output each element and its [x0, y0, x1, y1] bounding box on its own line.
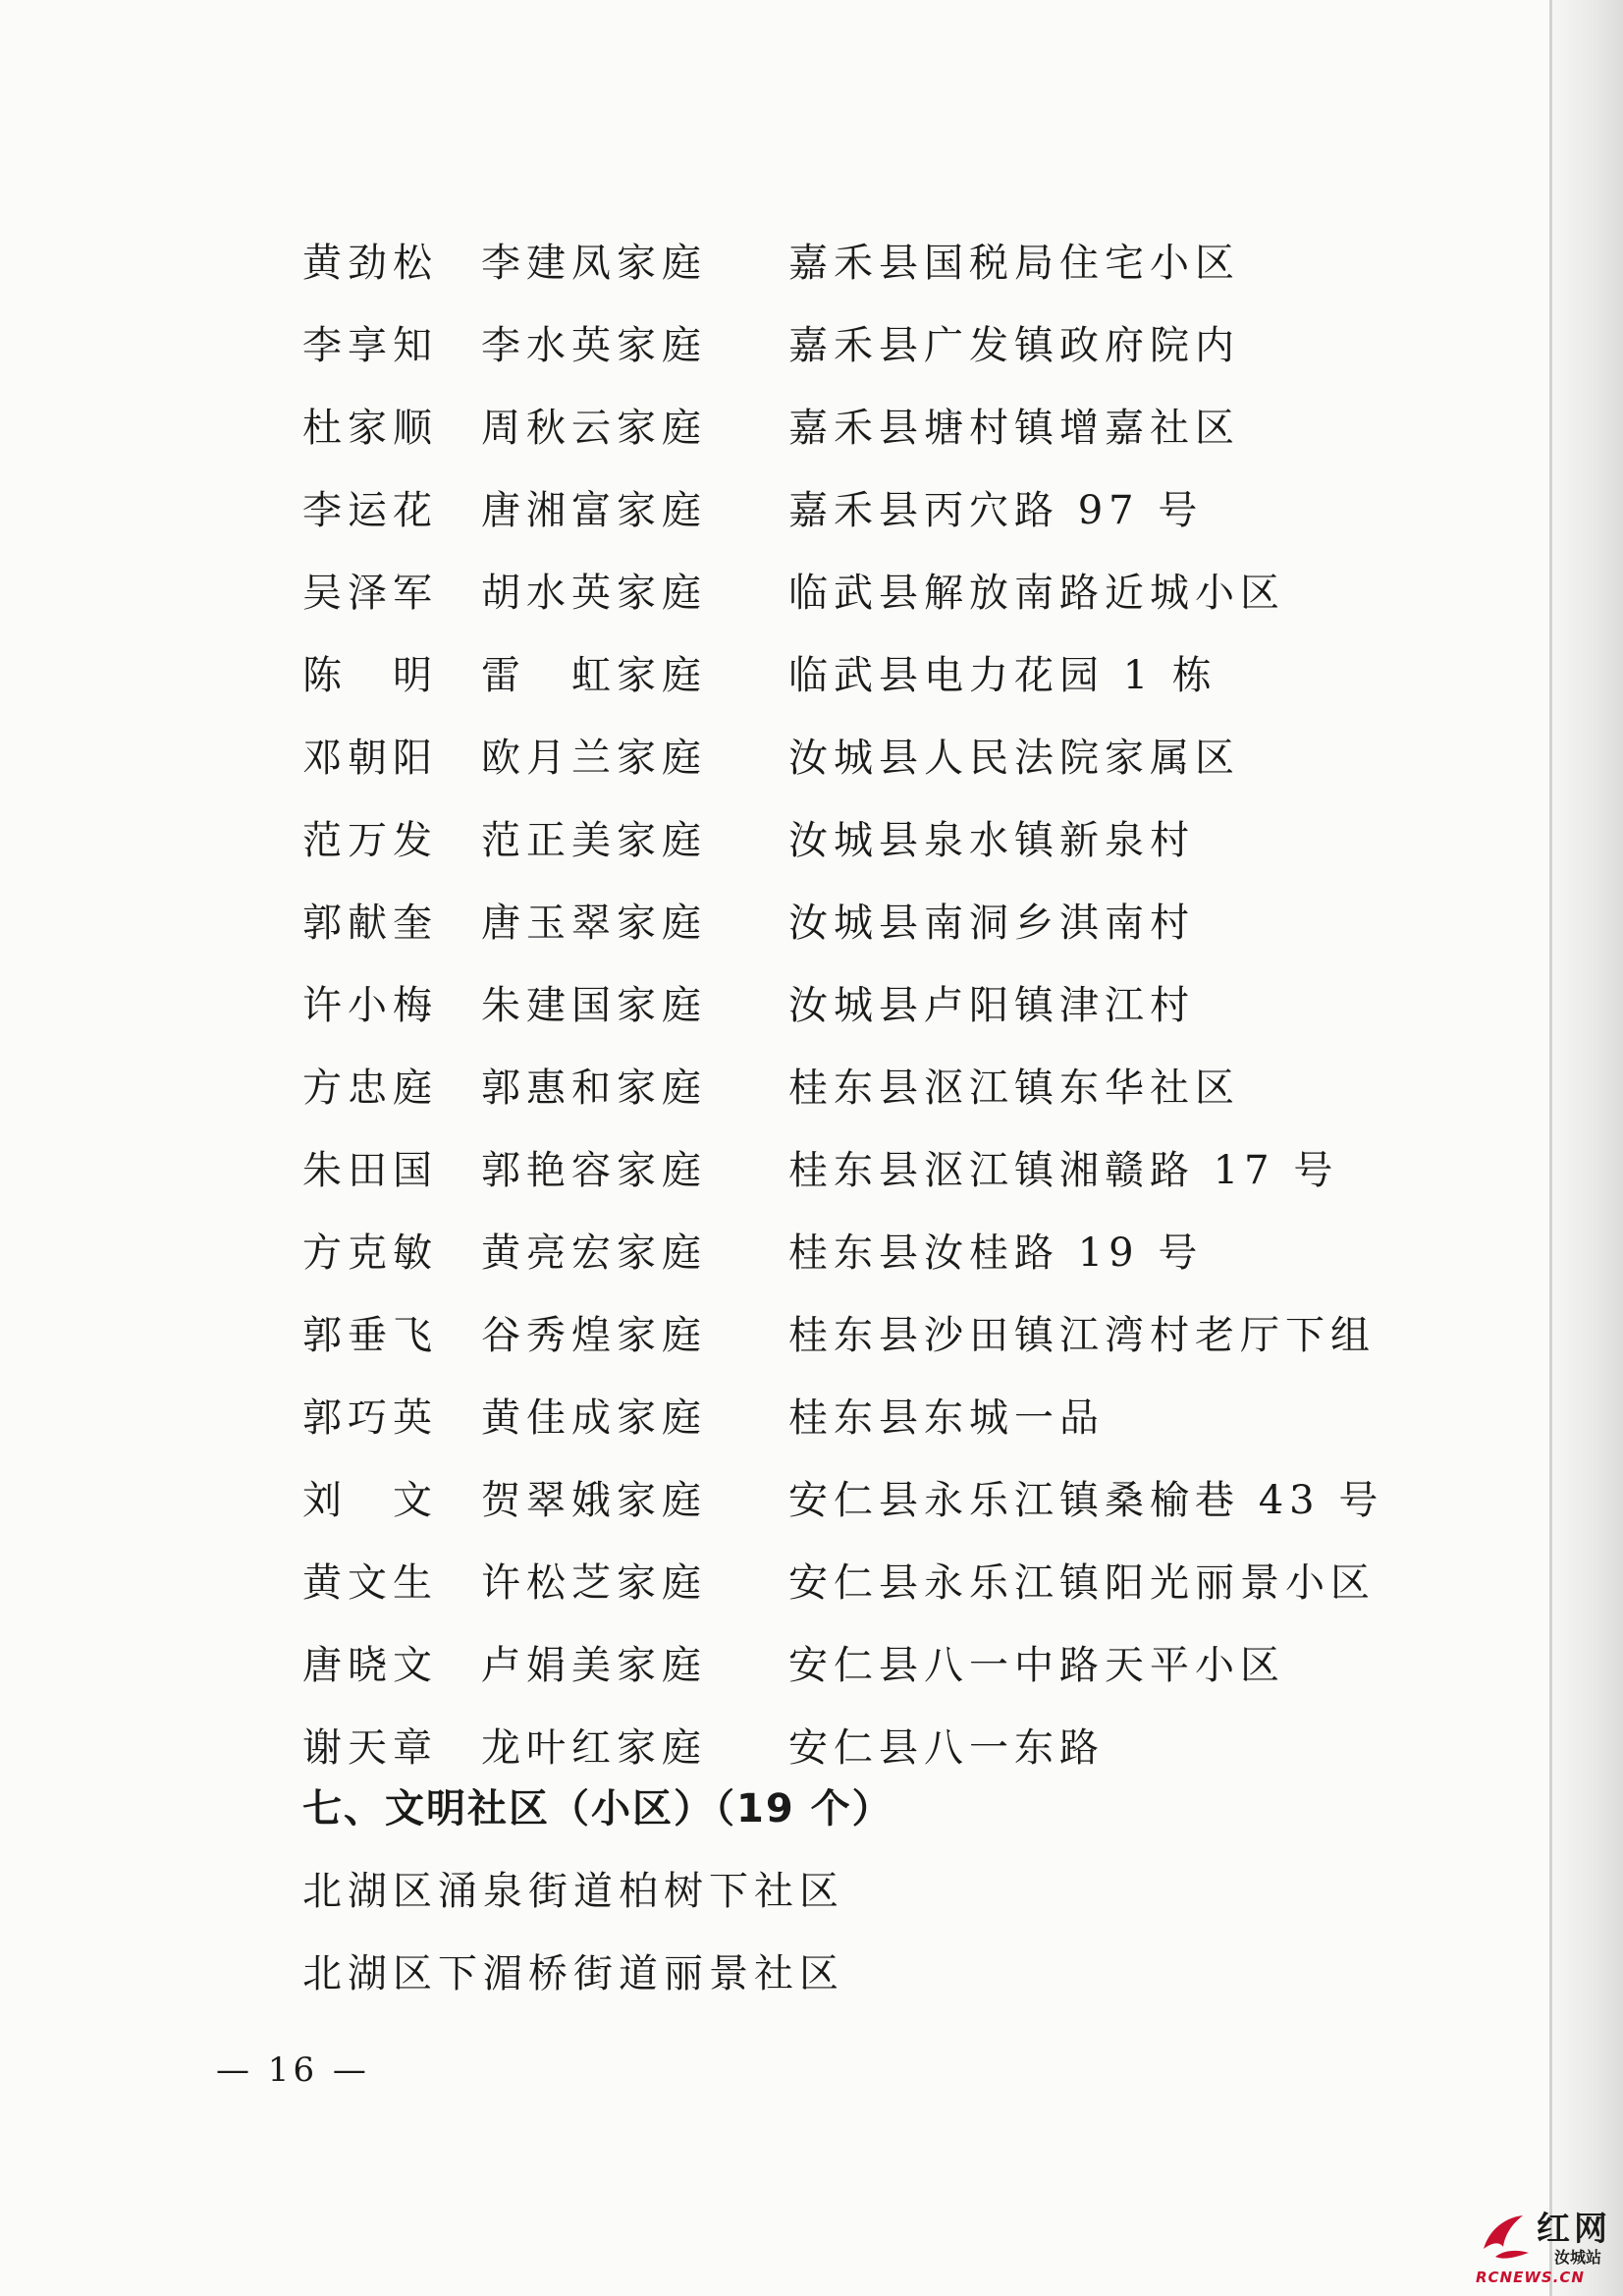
- family-name: 唐湘富家庭: [481, 488, 707, 533]
- address: 桂东县汝桂路 19 号: [788, 1230, 1204, 1276]
- list-item: [302, 717, 1481, 799]
- list-item: [302, 304, 1481, 387]
- address: 嘉禾县丙穴路 97 号: [788, 488, 1204, 533]
- list-item: [302, 1047, 1481, 1129]
- person-name: 陈 明: [302, 653, 438, 698]
- family-name: 欧月兰家庭: [481, 736, 707, 781]
- person-name: 朱田国: [302, 1148, 438, 1193]
- watermark-subtitle: 汝城站: [1554, 2248, 1602, 2267]
- watermark-logo: [1476, 2200, 1613, 2288]
- list-item: [302, 634, 1481, 717]
- person-name: 李享知: [302, 323, 438, 368]
- address: 临武县解放南路近城小区: [788, 571, 1285, 616]
- watermark-title: 红网: [1537, 2210, 1611, 2249]
- list-item: [302, 1212, 1481, 1294]
- address: 嘉禾县国税局住宅小区: [788, 241, 1240, 286]
- family-name: 朱建国家庭: [481, 983, 707, 1028]
- person-name: 许小梅: [302, 983, 438, 1028]
- section-heading: 七、文明社区（小区）（19 个）: [302, 1786, 893, 1831]
- person-name: 吴泽军: [302, 571, 438, 616]
- page-edge-shadow: [1551, 0, 1623, 2296]
- list-item: [302, 1129, 1481, 1212]
- person-name: 唐晓文: [302, 1643, 438, 1688]
- address: 安仁县永乐江镇桑榆巷 43 号: [788, 1478, 1384, 1523]
- person-name: 方忠庭: [302, 1066, 438, 1111]
- family-name: 胡水英家庭: [481, 571, 707, 616]
- person-name: 黄劲松: [302, 241, 438, 286]
- person-name: 郭巧英: [302, 1395, 438, 1441]
- person-name: 刘 文: [302, 1478, 438, 1523]
- person-name: 黄文生: [302, 1560, 438, 1606]
- address: 安仁县八一中路天平小区: [788, 1643, 1285, 1688]
- list-item: [302, 552, 1481, 634]
- family-name: 龙叶红家庭: [481, 1725, 707, 1771]
- address: 临武县电力花园 1 栋: [788, 653, 1217, 698]
- list-item: 北湖区下湄桥街道丽景社区: [302, 1951, 844, 1996]
- family-name: 李建凤家庭: [481, 241, 707, 286]
- family-name: 郭惠和家庭: [481, 1066, 707, 1111]
- address: 桂东县沙田镇江湾村老厅下组: [788, 1313, 1376, 1358]
- person-name: 李运花: [302, 488, 438, 533]
- list-item: [302, 1459, 1481, 1542]
- list-item: [302, 964, 1481, 1047]
- list-item: [302, 1542, 1481, 1624]
- address: 嘉禾县广发镇政府院内: [788, 323, 1240, 368]
- family-name: 周秋云家庭: [481, 406, 707, 451]
- list-item: [302, 469, 1481, 552]
- list-item: 北湖区涌泉街道柏树下社区: [302, 1869, 844, 1914]
- page-edge-line: [1549, 0, 1552, 2296]
- family-name: 唐玉翠家庭: [481, 901, 707, 946]
- person-name: 谢天章: [302, 1725, 438, 1771]
- family-name: 范正美家庭: [481, 818, 707, 863]
- family-name: 许松芝家庭: [481, 1560, 707, 1606]
- list-item: [302, 1294, 1481, 1377]
- address: 桂东县沤江镇东华社区: [788, 1066, 1240, 1111]
- list-item: [302, 882, 1481, 964]
- address: 安仁县永乐江镇阳光丽景小区: [788, 1560, 1376, 1606]
- list-item: [302, 222, 1481, 304]
- address: 安仁县八一东路: [788, 1725, 1105, 1771]
- family-name: 卢娟美家庭: [481, 1643, 707, 1688]
- family-name: 雷 虹家庭: [481, 653, 707, 698]
- family-name: 谷秀煌家庭: [481, 1313, 707, 1358]
- address: 汝城县卢阳镇津江村: [788, 983, 1195, 1028]
- address: 汝城县南洞乡淇南村: [788, 901, 1195, 946]
- person-name: 方克敏: [302, 1230, 438, 1276]
- family-list: [302, 222, 1481, 1789]
- person-name: 郭垂飞: [302, 1313, 438, 1358]
- brush-logo-icon: [1476, 2208, 1535, 2267]
- address: 桂东县沤江镇湘赣路 17 号: [788, 1148, 1339, 1193]
- family-name: 贺翠娥家庭: [481, 1478, 707, 1523]
- person-name: 邓朝阳: [302, 736, 438, 781]
- address: 汝城县人民法院家属区: [788, 736, 1240, 781]
- person-name: 杜家顺: [302, 406, 438, 451]
- person-name: 郭献奎: [302, 901, 438, 946]
- page-number: — 16 —: [216, 2050, 370, 2090]
- family-name: 郭艳容家庭: [481, 1148, 707, 1193]
- address: 桂东县东城一品: [788, 1395, 1105, 1441]
- person-name: 范万发: [302, 818, 438, 863]
- address: 嘉禾县塘村镇增嘉社区: [788, 406, 1240, 451]
- community-list: [302, 1850, 844, 2015]
- watermark-english: RCNEWS.CN: [1476, 2269, 1585, 2286]
- family-name: 黄亮宏家庭: [481, 1230, 707, 1276]
- family-name: 李水英家庭: [481, 323, 707, 368]
- family-name: 黄佳成家庭: [481, 1395, 707, 1441]
- address: 汝城县泉水镇新泉村: [788, 818, 1195, 863]
- list-item: [302, 387, 1481, 469]
- list-item: [302, 1377, 1481, 1459]
- list-item: [302, 1624, 1481, 1707]
- list-item: [302, 799, 1481, 882]
